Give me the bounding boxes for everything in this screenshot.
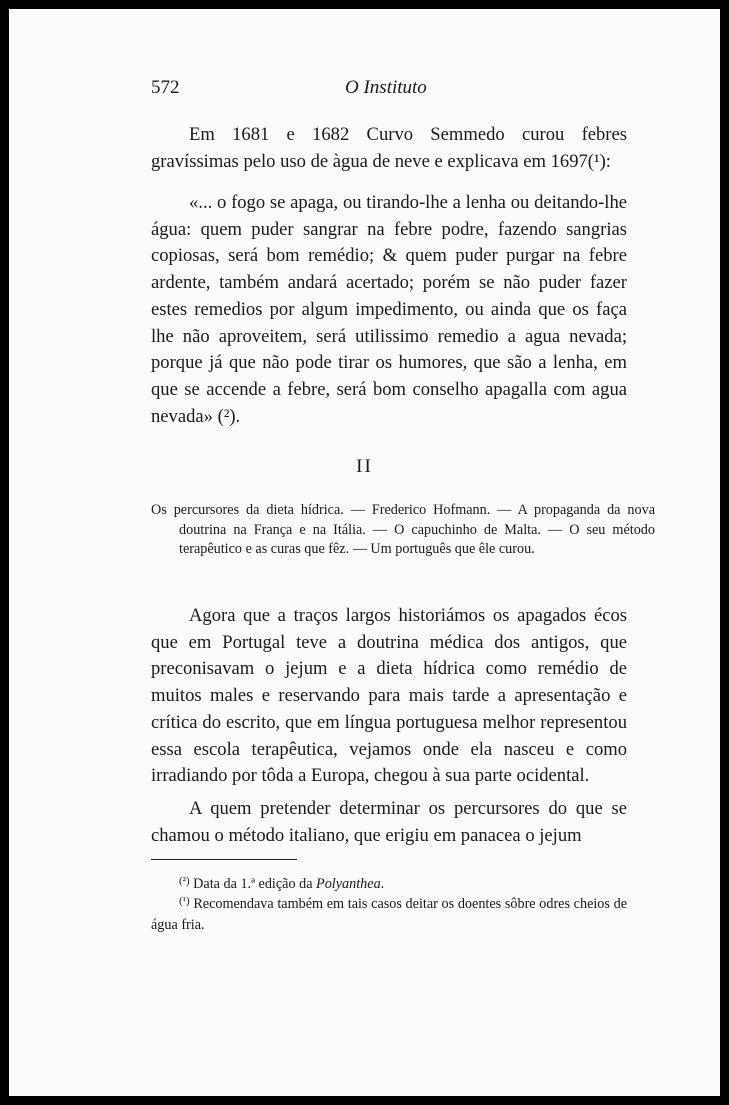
paragraph-body-1: Agora que a traços largos historiámos os apagados écos que em Portugal teve a doutrina médica dos antigos, que preconisavam o jejum e a dieta hídrica como remédio de muitos males e reservando para mais tarde a apresentação e crítica do escrito, que em língua portuguesa melhor representou essa escola terapêutica, vejamos onde ela nasceu e como irradiando por tôda a Europa, chegou à sua parte ocidental. — [151, 605, 627, 787]
section-summary: Os percursores da dieta hídrica. — Frederico Hofmann. — A propaganda da nova doutrina na França e na Itália. — O capuchinho de Malta. — O seu método terapêutico e as curas que fêz. — Um português que êle curou. — [151, 502, 655, 557]
footnote-text: Data da 1.ª edição da — [193, 876, 317, 892]
footnote-mark: (¹) — [179, 895, 190, 907]
footnote-mark: (²) — [179, 875, 190, 887]
running-title: O Instituto — [345, 77, 427, 98]
footnote-rule — [151, 859, 297, 860]
page-header — [151, 77, 591, 103]
paragraph-body-2: A quem pretender determinar os percursores do que se chamou o método italiano, que erigiu em panacea o jejum — [151, 798, 627, 846]
page-number: 572 — [151, 77, 180, 98]
paragraph-intro: Em 1681 e 1682 Curvo Semmedo curou febres gravíssimas pelo uso de àgua de neve e explicava em 1697(¹): — [151, 124, 627, 172]
footnote-text: Recomendava também em tais casos deitar os doentes sôbre odres cheios de água fria. — [151, 896, 628, 933]
footnote-title: Polyanthea — [316, 876, 381, 892]
book-page — [9, 9, 720, 1096]
section-number: II — [356, 456, 373, 477]
footnote-text-end: . — [380, 876, 385, 892]
paragraph-quotation: «... o fogo se apaga, ou tirando-lhe a lenha ou deitando-lhe água: quem puder sangrar na febre podre, fazendo sangrias copiosas, será bom remédio; & quem puder purgar na febre ardente, também andará acertado; porém se não puder fazer estes remedios por algum impedimento, ou ainda que os faça lhe não aproveitem, será utilissimo remedio a agua nevada; porque já que não pode tirar os humores, que são a lenha, em que se accende a febre, será bom conselho apagalla com agua nevada» (²). — [151, 192, 627, 427]
footnote-1 — [151, 891, 627, 936]
